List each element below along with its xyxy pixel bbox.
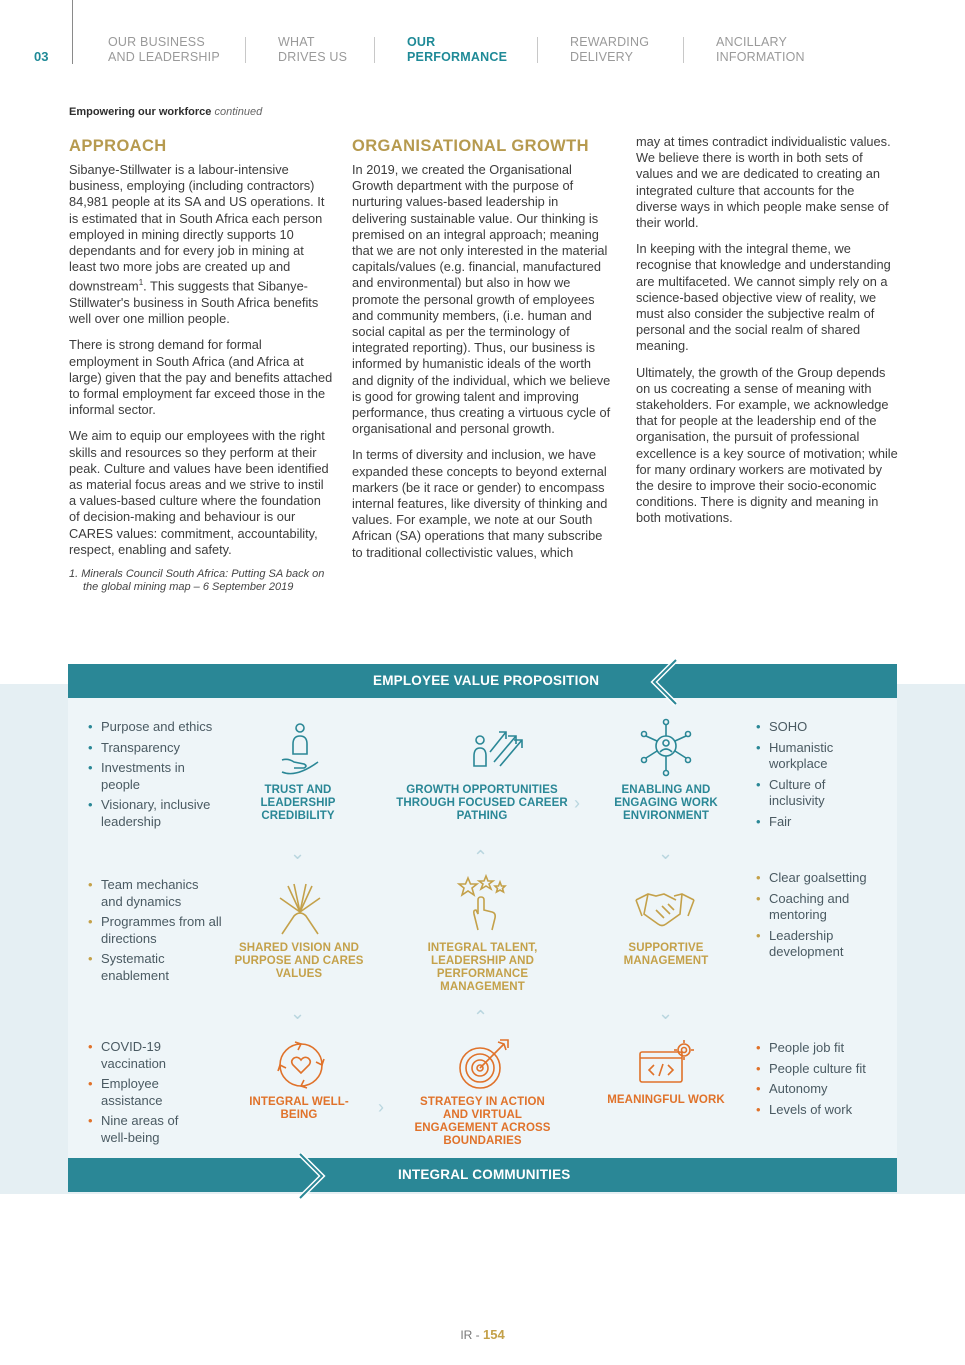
list-item: • SOHO bbox=[756, 719, 886, 736]
heart-cycle-icon bbox=[276, 1040, 326, 1090]
list-item: • Systematic enablement bbox=[88, 951, 188, 984]
approach-column bbox=[69, 136, 333, 594]
list-item: • People culture fit bbox=[756, 1061, 886, 1078]
nav-our-business[interactable]: OUR BUSINESS AND LEADERSHIP bbox=[108, 35, 220, 64]
row3-left-list bbox=[88, 1039, 238, 1150]
growth-paragraph-1: In 2019, we created the Organisational Growth department with the purpose of nurturing values-based leadership in delivering sustainable value. Our thinking is premised on an integral approach; meaning that we are not only interested in the material capitals/values (e.g. financial, manufactured and environmental) but also in how we promote the personal growth of employees and community members, (i.e. human and social capital as per the terminology of integrated reporting). Thus, our business is informed by humanistic ideals of the worth and dignity of the individual, which we believe is good for growing talent and improving performance, thus creating a virtuous cycle of organisational and personal growth. bbox=[352, 162, 611, 437]
list-item: • Purpose and ethics bbox=[88, 719, 238, 736]
list-item: • Investments in people bbox=[88, 760, 188, 793]
chevron-down-icon: ⌄ bbox=[290, 1003, 306, 1023]
footnote-ref: 1 bbox=[138, 278, 144, 288]
list-item: • Culture of inclusivity bbox=[756, 777, 856, 810]
list-item: • Visionary, inclusive leadership bbox=[88, 797, 228, 830]
growth-heading: ORGANISATIONAL GROWTH bbox=[352, 137, 589, 155]
continuation-paragraph-1: may at times contradict individualistic values. We believe there is worth in both sets of values and we are dedicated to creating an integrated culture that accounts for the diverse ways in which people make sense of their world. bbox=[636, 134, 891, 231]
integral-talent-title: INTEGRAL TALENT, LEADERSHIP AND PERFORMANCE MANAGEMENT bbox=[427, 942, 538, 993]
nav-rewarding-delivery[interactable]: REWARDING DELIVERY bbox=[570, 35, 650, 64]
chapter-number: 03 bbox=[34, 49, 49, 64]
list-item: • Employee assistance bbox=[88, 1076, 188, 1109]
chevron-right-icon: › bbox=[574, 793, 580, 813]
evp-diagram bbox=[68, 664, 897, 1192]
nav-separator bbox=[537, 37, 538, 63]
list-item: • Humanistic workplace bbox=[756, 740, 856, 773]
target-arrow-icon bbox=[454, 1038, 512, 1092]
shared-vision-title: SHARED VISION AND PURPOSE AND CARES VALUES bbox=[234, 942, 364, 980]
nav-our-performance[interactable]: OUR PERFORMANCE bbox=[407, 35, 508, 64]
meaningful-work-title: MEANINGFUL WORK bbox=[607, 1094, 725, 1106]
nav-what-drives-us[interactable]: WHAT DRIVES US bbox=[278, 35, 348, 64]
approach-paragraph-1: Sibanye-Stillwater is a labour-intensive business, employing (including contractors) 84,981 people at its SA and US operations. It is estimated that in South Africa each person employed in mining directly supports 10 dependants and for every job in mining at least two more jobs are created up and downstream$^1$. This suggests that Sibanye-Stillwater's business in South Africa benefits well over one million people. bbox=[69, 162, 325, 327]
strategy-in-action-title: STRATEGY IN ACTION AND VIRTUAL ENGAGEMENT ACROSS BOUNDARIES bbox=[414, 1096, 551, 1147]
enabling-title: ENABLING AND ENGAGING WORK ENVIRONMENT bbox=[614, 784, 718, 822]
list-item: • Nine areas of well-being bbox=[88, 1113, 208, 1146]
list-item: • Team mechanics and dynamics bbox=[88, 877, 223, 910]
nav-separator bbox=[683, 37, 684, 63]
header-divider bbox=[72, 0, 73, 64]
continuation-paragraph-3: Ultimately, the growth of the Group depends on us cocreating a sense of meaning with stakeholders. For example, we acknowledge that for people at the leadership end of the organisation, the pursuit of professional excellence is a key source of motivation; while for many ordinary workers are motivated by the desire to improve their socio-economic conditions. There is dignity and meaning in both motivations. bbox=[636, 364, 898, 526]
growth-arrows-icon bbox=[466, 722, 526, 776]
chevron-up-icon: ⌃ bbox=[473, 1007, 489, 1027]
row2-right-list bbox=[756, 870, 886, 965]
nav-ancillary-information[interactable]: ANCILLARY INFORMATION bbox=[716, 35, 805, 64]
list-item: • Leadership development bbox=[756, 928, 866, 961]
list-item: • COVID-19 vaccination bbox=[88, 1039, 188, 1072]
row3-right-list bbox=[756, 1040, 886, 1122]
handshake-icon bbox=[634, 886, 696, 932]
chevron-down-icon: ⌄ bbox=[658, 1003, 674, 1023]
stars-hand-icon bbox=[456, 874, 508, 932]
row2-left-list bbox=[88, 877, 238, 988]
code-laptop-gear-icon bbox=[636, 1038, 696, 1088]
list-item: • Transparency bbox=[88, 740, 238, 757]
page-number: IR - 154 bbox=[460, 1327, 505, 1342]
growth-column bbox=[352, 136, 614, 571]
nav-separator bbox=[245, 37, 246, 63]
approach-heading: APPROACH bbox=[69, 137, 167, 155]
hands-together-icon bbox=[274, 882, 326, 936]
continuation-column bbox=[636, 134, 898, 537]
footnote: 1. Minerals Council South Africa: Putting SA back on the global mining map – 6 September 2019 bbox=[69, 567, 325, 593]
chevron-right-icon: › bbox=[378, 1097, 384, 1117]
approach-paragraph-2: There is strong demand for formal employment in South Africa (and Africa at large) given that the pay and benefits attached to formal employment far exceed those in the informal sector. bbox=[69, 337, 333, 418]
list-item: • Programmes from all directions bbox=[88, 914, 223, 947]
communities-title: INTEGRAL COMMUNITIES bbox=[398, 1167, 571, 1182]
chevron-left-icon bbox=[646, 658, 686, 706]
integral-wellbeing-title: INTEGRAL WELL-BEING bbox=[249, 1096, 349, 1121]
trust-hand-person-icon bbox=[278, 722, 322, 780]
list-item: • Coaching and mentoring bbox=[756, 891, 866, 924]
chevron-up-icon: ⌃ bbox=[473, 847, 489, 867]
growth-paragraph-2: In terms of diversity and inclusion, we have expanded these concepts to beyond external markers (be it race or gender) to encompass internal features, like diversity of thinking and values. For example, we note at our South African (SA) operations that many subscribe to traditional collectivistic values, which bbox=[352, 447, 608, 560]
evp-title: EMPLOYEE VALUE PROPOSITION bbox=[373, 673, 600, 688]
evp-title-bar bbox=[68, 664, 897, 698]
list-item: • Autonomy bbox=[756, 1081, 886, 1098]
section-label: Empowering our workforce continued bbox=[69, 106, 263, 118]
supportive-management-title: SUPPORTIVE MANAGEMENT bbox=[623, 942, 709, 967]
chevron-right-icon bbox=[290, 1152, 330, 1200]
list-item: • Clear goalsetting bbox=[756, 870, 886, 887]
list-item: • People job fit bbox=[756, 1040, 886, 1057]
chevron-down-icon: ⌄ bbox=[290, 843, 306, 863]
row1-right-list bbox=[756, 719, 886, 834]
growth-title: GROWTH OPPORTUNITIES THROUGH FOCUSED CAREER PATHING bbox=[396, 784, 568, 822]
continuation-paragraph-2: In keeping with the integral theme, we recognise that knowledge and understanding are multifaceted. We cannot simply rely on a science-based objective view of reality, we must also consider the subjective realm of personal and the social realm of shared meaning. bbox=[636, 241, 891, 354]
trust-title: TRUST AND LEADERSHIP CREDIBILITY bbox=[260, 784, 336, 822]
chevron-down-icon: ⌄ bbox=[658, 843, 674, 863]
list-item: • Fair bbox=[756, 814, 886, 831]
nav-separator bbox=[374, 37, 375, 63]
list-item: • Levels of work bbox=[756, 1102, 886, 1119]
network-person-icon bbox=[638, 718, 694, 778]
approach-paragraph-3: We aim to equip our employees with the right skills and resources so they perform at their peak. Culture and values have been identified as material focus areas and we strive to instil a values-based culture where the foundation of decision-making and behaviour is our CARES values: commitment, accountability, respect, enabling and safety. bbox=[69, 428, 329, 557]
communities-title-bar bbox=[68, 1158, 897, 1192]
